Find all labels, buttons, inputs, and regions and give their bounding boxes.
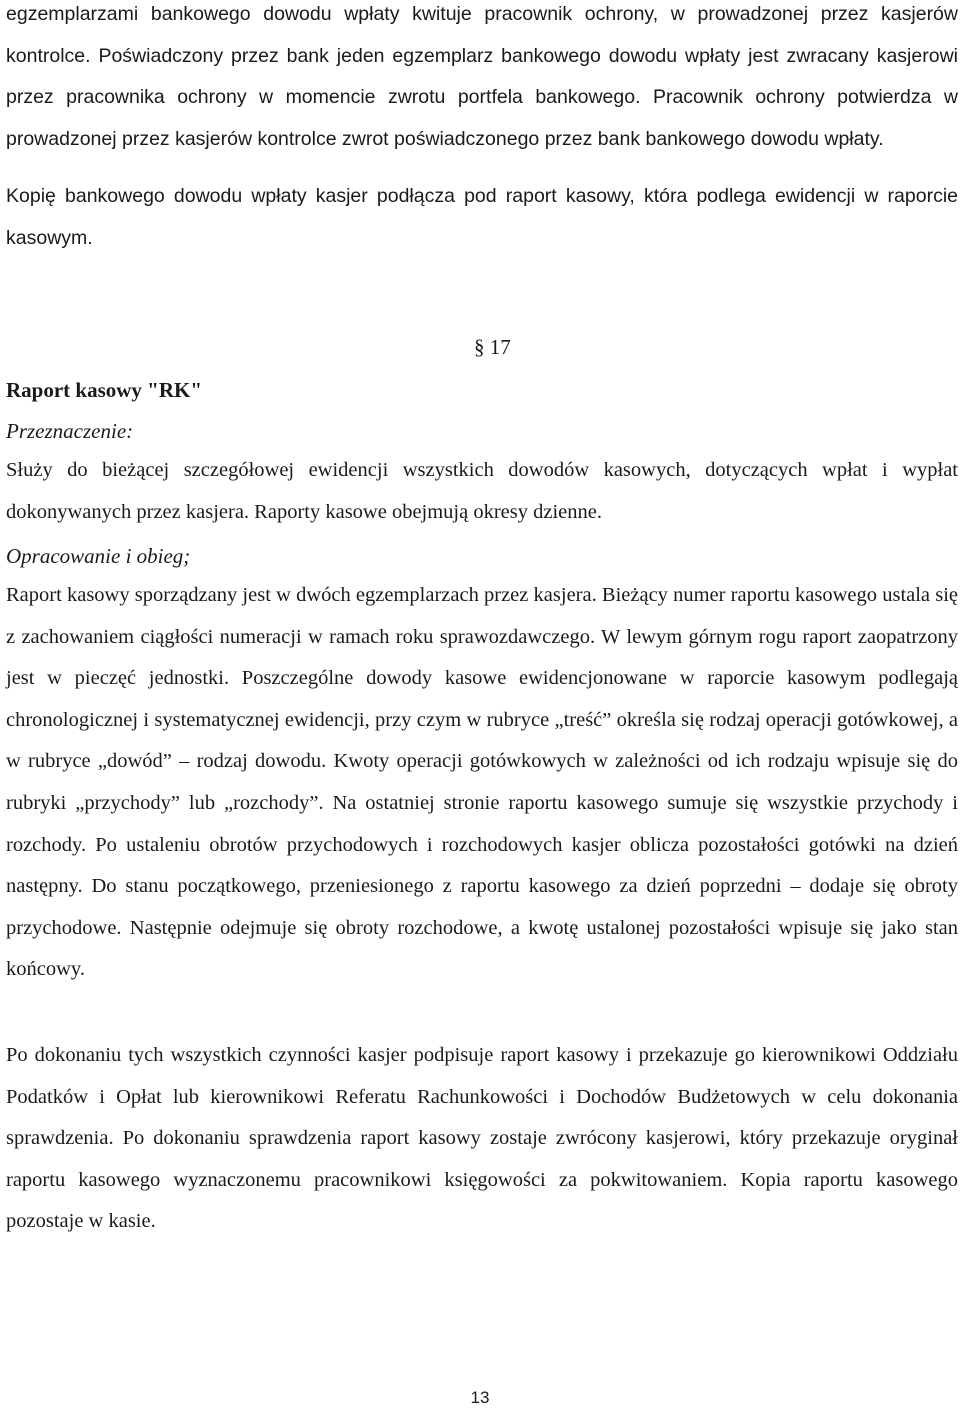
- page-number: 13: [470, 1388, 490, 1407]
- procedure-paragraph: Raport kasowy sporządzany jest w dwóch egzemplarzach przez kasjera. Bieżący numer raportu kasowego ustala się z zachowaniem ciągłości numeracji w ramach roku sprawozdawczego. W lewym górnym rogu raport zaopatrzony jest w pieczęć jednostki. Poszczególne dowody kasowe ewidencjonowane w raporcie kasowym podlegają chronologicznej i systematycznej ewidencji, przy czym w rubryce „treść” określa się rodzaj operacji gotówkowej, a w rubryce „dowód” – rodzaj dowodu. Kwoty operacji gotówkowych w zależności od ich rodzaju wpisuje się do rubryki „przychody” lub „rozchody”. Na ostatniej stronie raportu kasowego sumuje się wszystkie przychody i rozchody. Po ustaleniu obrotów przychodowych i rozchodowych kasjer oblicza pozostałości gotówki na dzień następny. Do stanu początkowego, przeniesionego z raportu kasowego za dzień poprzedni – dodaje się obroty przychodowe. Następnie odejmuje się obroty rozchodowe, a kwotę ustalonej pozostałości wpisuje się jako stan końcowy.: [6, 584, 958, 981]
- purpose-label: Przeznaczenie:: [6, 419, 134, 443]
- section-sign-icon: §: [474, 335, 485, 359]
- section-number: [474, 332, 511, 362]
- section-number-value: 17: [489, 335, 511, 359]
- intro-paragraph-1: egzemplarzami bankowego dowodu wpłaty kwituje pracownik ochrony, w prowadzonej przez kasjerów kontrolce. Poświadczony przez bank jeden egzemplarz bankowego dowodu wpłaty jest zwracany kasjerowi przez pracownika ochrony w momencie zwrotu portfela bankowego. Pracownik ochrony potwierdza w prowadzonej przez kasjerów kontrolce zwrot poświadczonego przez bank bankowego dowodu wpłaty.: [6, 3, 958, 150]
- intro-paragraph-2: Kopię bankowego dowodu wpłaty kasjer podłącza pod raport kasowy, która podlega ewidencji w raporcie kasowym.: [6, 185, 958, 249]
- procedure-label: Opracowanie i obieg;: [6, 544, 191, 568]
- purpose-paragraph: Służy do bieżącej szczegółowej ewidencji wszystkich dowodów kasowych, dotyczących wpłat i wypłat dokonywanych przez kasjera. Raporty kasowe obejmują okresy dzienne.: [6, 459, 958, 523]
- closing-paragraph: Po dokonaniu tych wszystkich czynności kasjer podpisuje raport kasowy i przekazuje go kierownikowi Oddziału Podatków i Opłat lub kierownikowi Referatu Rachunkowości i Dochodów Budżetowych w celu dokonania sprawdzenia. Po dokonaniu sprawdzenia raport kasowy zostaje zwrócony kasjerowi, który przekazuje oryginał raportu kasowego wyznaczonemu pracownikowi księgowości za pokwitowaniem. Kopia raportu kasowego pozostaje w kasie.: [6, 1044, 958, 1233]
- section-title: Raport kasowy "RK": [6, 378, 202, 402]
